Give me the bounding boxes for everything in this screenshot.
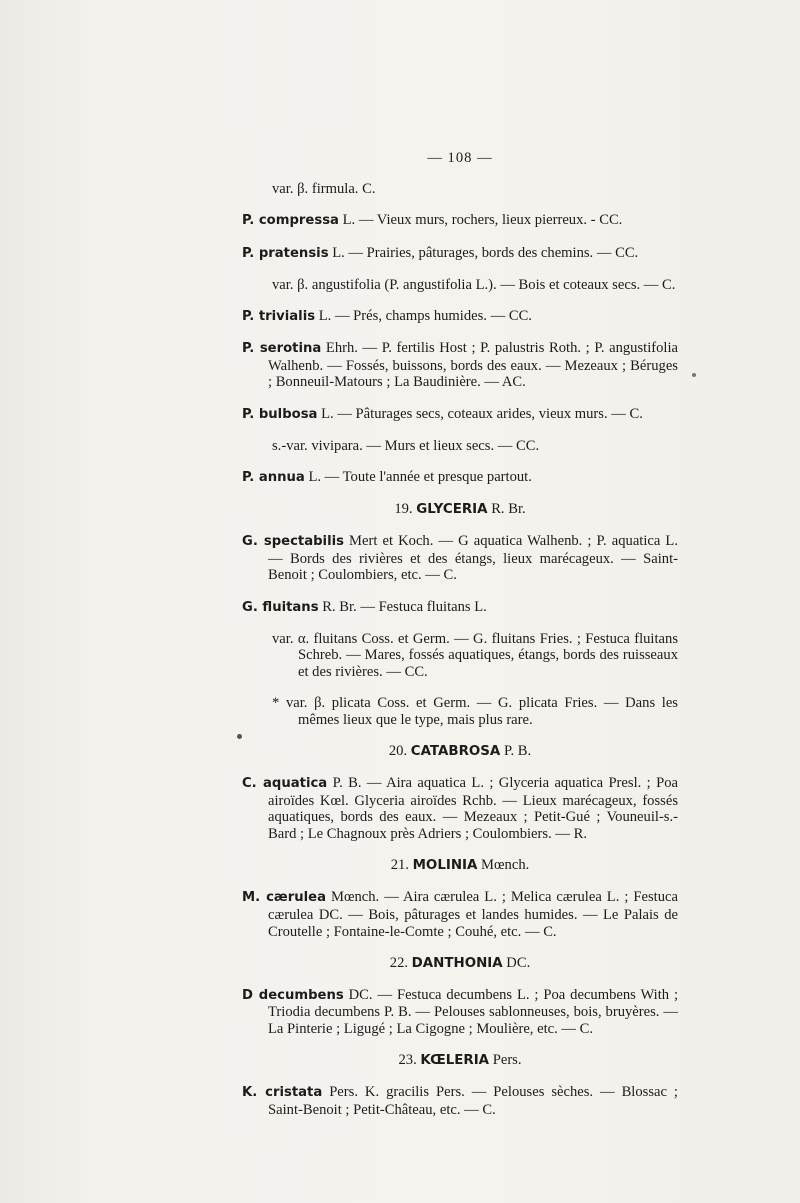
species-name: P. compressa [242, 213, 339, 229]
variety-line: var. α. fluitans Coss. et Germ. — G. fluitans Fries. ; Festuca fluitans Schreb. — Mares, fossés aquatiques, étangs, bords des ruisseaux et des rivières. — CC. [272, 630, 678, 680]
ink-spot [237, 734, 242, 739]
genus-name: DANTHONIA [411, 955, 503, 971]
genus-name: CATABROSA [410, 743, 501, 759]
species-text: P. B. — Aira aquatica L. ; Glyceria aquatica Presl. ; Poa airoïdes Kœl. Glyceria airoïdes Rchb. — Lieux marécageux, fossés aquatiques, bords des eaux. — Mezeaux ; Petit-Gué ; Vouneuil-s.-Bard ; Le Chagnoux près Adriers ; Coulombiers. — R. [268, 775, 679, 842]
species-name: P. pratensis [242, 245, 329, 261]
species-text: L. — Prairies, pâturages, bords des chemins. — CC. [328, 244, 639, 261]
species-entry-aquatica [242, 775, 678, 842]
species-name: K. cristata [242, 1085, 323, 1101]
genus-heading-glyceria [242, 501, 678, 519]
genus-number: 22. [389, 954, 409, 971]
species-entry-spectabilis [242, 533, 678, 584]
species-name: P. trivialis [242, 308, 316, 324]
species-text: R. Br. — Festuca fluitans L. [318, 598, 487, 615]
species-name: D decumbens [242, 987, 344, 1003]
species-text: DC. — Festuca decumbens L. ; Poa decumbens With ; Triodia decumbens P. B. — Pelouses sablonneuses, bois, bruyères. — La Pinterie ; Ligugé ; La Cigogne ; Moulière, etc. — C. [268, 986, 678, 1038]
genus-author: DC. [506, 954, 531, 971]
species-entry-cristata [242, 1084, 678, 1118]
genus-heading-danthonia [242, 955, 678, 973]
species-name: C. aquatica [242, 776, 328, 792]
species-name: P. serotina [242, 341, 322, 357]
species-name: P. annua [242, 469, 305, 485]
species-text: Mœnch. — Aira cærulea L. ; Melica cærulea L. ; Festuca cærulea DC. — Bois, pâturages et landes humides. — Le Palais de Croutelle ; Fontaine-le-Comte ; Couhé, etc. — C. [268, 889, 678, 940]
ink-spot [692, 373, 696, 377]
species-text: L. — Vieux murs, rochers, lieux pierreux. - CC. [338, 212, 623, 229]
genus-author: R. Br. [491, 501, 526, 518]
species-text: Mert et Koch. — G aquatica Walhenb. ; P. aquatica L. — Bords des rivières et des étangs, lieux marécageux. — Saint-Benoit ; Coulombiers, etc. — C. [268, 533, 678, 584]
genus-number: 21. [390, 857, 409, 874]
genus-number: 23. [398, 1052, 417, 1069]
genus-name: KŒLERIA [420, 1053, 490, 1069]
variety-line: s.-var. vivipara. — Murs et lieux secs. — CC. [272, 437, 540, 454]
species-name: M. cærulea [242, 890, 326, 906]
genus-author: Mœnch. [481, 857, 530, 874]
species-text: Ehrh. — P. fertilis Host ; P. palustris Roth. ; P. angustifolia Walhenb. — Fossés, buissons, bords des eaux. — Mezeaux ; Béruges ; Bonneuil-Matours ; La Baudinière. — AC. [268, 340, 678, 391]
species-entry-annua [242, 469, 678, 487]
species-text: L. — Prés, champs humides. — CC. [315, 307, 532, 324]
genus-heading-molinia [242, 857, 678, 875]
variety-line: var. β. firmula. C. [272, 181, 376, 198]
genus-name: GLYCERIA [416, 502, 488, 518]
variety-line: var. β. angustifolia (P. angustifolia L.). — Bois et coteaux secs. — C. [272, 276, 676, 293]
page-number: — 108 — [427, 150, 493, 166]
species-entry-pratensis [242, 245, 678, 263]
genus-heading-koeleria [242, 1052, 678, 1070]
species-text: L. — Toute l'année et presque partout. [304, 468, 532, 485]
species-entry-compressa [242, 212, 678, 230]
genus-name: MOLINIA [412, 858, 478, 874]
species-name: G. fluitans [242, 599, 319, 615]
species-entry-trivialis [242, 308, 678, 326]
species-entry-caerulea [242, 889, 678, 940]
genus-heading-catabrosa [242, 743, 678, 761]
text-column [242, 150, 678, 1133]
species-name: P. bulbosa [242, 406, 318, 422]
species-text: Pers. K. gracilis Pers. — Pelouses sèches. — Blossac ; Saint-Benoit ; Petit-Château, etc. — C. [268, 1084, 678, 1119]
genus-author: P. B. [503, 742, 532, 759]
species-name: G. spectabilis [242, 534, 344, 550]
species-entry-serotina [242, 340, 678, 391]
species-entry-decumbens [242, 987, 678, 1038]
genus-number: 20. [388, 742, 408, 759]
species-text: L. — Pâturages secs, coteaux arides, vieux murs. — C. [317, 405, 643, 422]
genus-author: Pers. [492, 1052, 522, 1069]
genus-number: 19. [394, 501, 413, 518]
species-entry-fluitans [242, 599, 678, 617]
species-entry-bulbosa [242, 406, 678, 424]
variety-line: * var. β. plicata Coss. et Germ. — G. plicata Fries. — Dans les mêmes lieux que le type, mais plus rare. [272, 695, 678, 728]
